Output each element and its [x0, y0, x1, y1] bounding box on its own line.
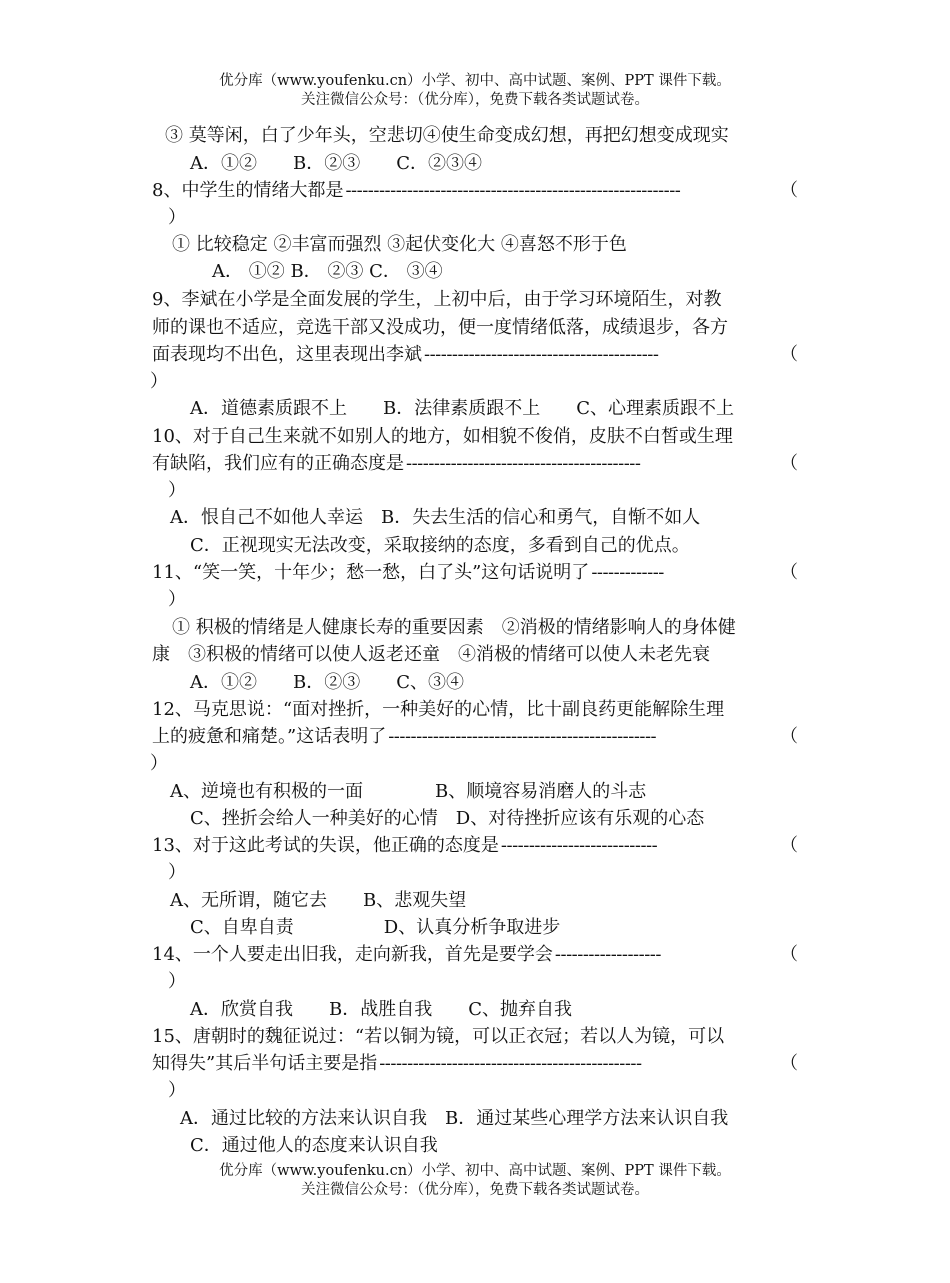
footer-line-2: 关注微信公众号：（优分库），免费下载各类试题试卷。 — [301, 1182, 649, 1198]
q10-stem-end: 有缺陷，我们应有的正确态度是 — [152, 453, 404, 474]
q12-dashes: ------------------------------------------------ — [388, 726, 657, 747]
q10-paren-close: ） — [168, 480, 186, 501]
q15-line-2 — [152, 1052, 798, 1076]
q8-paren-close: ） — [168, 207, 186, 228]
q9-answers: A．道德素质跟不上 B．法律素质跟不上 C、心理素质跟不上 — [190, 398, 734, 419]
q13-options-cd: C、自卑自责 D、认真分析争取进步 — [190, 917, 561, 938]
q13-options-ab: A、无所谓，随它去 B、悲观失望 — [170, 890, 467, 911]
q13-stem: 13、对于这此考试的失误，他正确的态度是 — [152, 835, 499, 856]
q11-stem: 11、“笑一笑，十年少；愁一愁，白了头”这句话说明了 — [152, 562, 590, 583]
q13-stem-line — [152, 834, 798, 858]
q10-line-1: 10、对于自己生来就不如别人的地方，如相貌不俊俏，皮肤不白皙或生理 — [152, 426, 733, 447]
q15-stem-end: 知得失”其后半句话主要是指 — [152, 1053, 378, 1074]
q7-options-line: ③ 莫等闲，白了少年头，空悲切④使生命变成幻想，再把幻想变成现实 — [165, 125, 729, 146]
q13-paren-open: （ — [780, 835, 798, 856]
header-line-1: 优分库（www.youfenku.cn）小学、初中、高中试题、案例、PPT 课件下载。 — [219, 73, 731, 89]
q9-line-1: 9、李斌在小学是全面发展的学生，上初中后，由于学习环境陌生，对教 — [152, 289, 722, 310]
q9-stem-end: 面表现均不出色，这里表现出李斌 — [152, 344, 422, 365]
q11-options-1: ① 积极的情绪是人健康长寿的重要因素 ②消极的情绪影响人的身体健 — [172, 617, 736, 638]
footer-line-1: 优分库（www.youfenku.cn）小学、初中、高中试题、案例、PPT 课件下载。 — [219, 1163, 731, 1179]
q11-stem-line — [152, 561, 798, 585]
q9-paren-close: ） — [150, 371, 168, 392]
q15-dashes: ----------------------------------------------- — [379, 1053, 642, 1074]
q12-line-2 — [152, 725, 798, 749]
q10-dashes: ------------------------------------------ — [406, 453, 641, 474]
q14-paren-open: （ — [780, 944, 798, 965]
q13-dashes: ---------------------------- — [500, 835, 658, 856]
q14-answers: A．欣赏自我 B．战胜自我 C、抛弃自我 — [190, 999, 572, 1020]
q12-paren-close: ） — [150, 753, 168, 774]
q14-dashes: ------------------- — [554, 944, 661, 965]
q12-options-cd: C、挫折会给人一种美好的心情 D、对待挫折应该有乐观的心态 — [190, 808, 705, 829]
q15-paren-close: ） — [168, 1080, 186, 1101]
q11-dashes: ------------- — [591, 562, 664, 583]
q14-stem: 14、一个人要走出旧我，走向新我，首先是要学会 — [152, 944, 553, 965]
q11-paren-close: ） — [168, 589, 186, 610]
q15-line-1: 15、唐朝时的魏征说过：“若以铜为镜，可以正衣冠；若以人为镜，可以 — [152, 1026, 725, 1047]
q15-options-ab: A．通过比较的方法来认识自我 B．通过某些心理学方法来认识自我 — [180, 1108, 729, 1129]
q11-paren-open: （ — [780, 562, 798, 583]
q12-options-ab: A、逆境也有积极的一面 B、顺境容易消磨人的斗志 — [170, 781, 647, 802]
q12-line-1: 12、马克思说：“面对挫折，一种美好的心情，比十副良药更能解除生理 — [152, 699, 725, 720]
q11-options-2: 康 ③积极的情绪可以使人返老还童 ④消极的情绪可以使人未老先衰 — [152, 644, 710, 665]
header-line-2: 关注微信公众号：（优分库），免费下载各类试题试卷。 — [301, 92, 649, 108]
q8-options: ① 比较稳定 ②丰富而强烈 ③起伏变化大 ④喜怒不形于色 — [172, 234, 627, 255]
q8-answers: A． ①② B． ②③ C． ③④ — [212, 261, 443, 282]
q11-answers: A．①② B．②③ C、③④ — [190, 672, 464, 693]
q15-option-c: C．通过他人的态度来认识自我 — [190, 1135, 438, 1156]
q8-dashes: ------------------------------------------------------------ — [345, 180, 681, 201]
q15-paren-open: （ — [780, 1053, 798, 1074]
q8-stem-line — [152, 179, 798, 203]
q9-line-3 — [152, 343, 798, 367]
q8-paren-open: （ — [780, 180, 798, 201]
q9-dashes: ------------------------------------------ — [424, 344, 659, 365]
q7-answers: A．①② B．②③ C．②③④ — [190, 153, 482, 174]
page-header — [0, 72, 950, 110]
q10-paren-open: （ — [780, 453, 798, 474]
q9-line-2: 师的课也不适应，竞选干部又没成功，便一度情绪低落，成绩退步，各方 — [152, 317, 728, 338]
q13-paren-close: ） — [168, 862, 186, 883]
q8-stem: 8、中学生的情绪大都是 — [152, 180, 344, 201]
q14-stem-line — [152, 943, 798, 967]
q12-paren-open: （ — [780, 726, 798, 747]
q12-stem-end: 上的疲惫和痛楚。”这话表明了 — [152, 726, 387, 747]
q10-option-c: C．正视现实无法改变，采取接纳的态度，多看到自己的优点。 — [190, 535, 690, 556]
q10-options-ab: A．恨自己不如他人幸运 B．失去生活的信心和勇气，自惭不如人 — [170, 507, 701, 528]
page-footer — [0, 1162, 950, 1200]
q9-paren-open: （ — [780, 344, 798, 365]
q14-paren-close: ） — [168, 971, 186, 992]
q10-line-2 — [152, 452, 798, 476]
